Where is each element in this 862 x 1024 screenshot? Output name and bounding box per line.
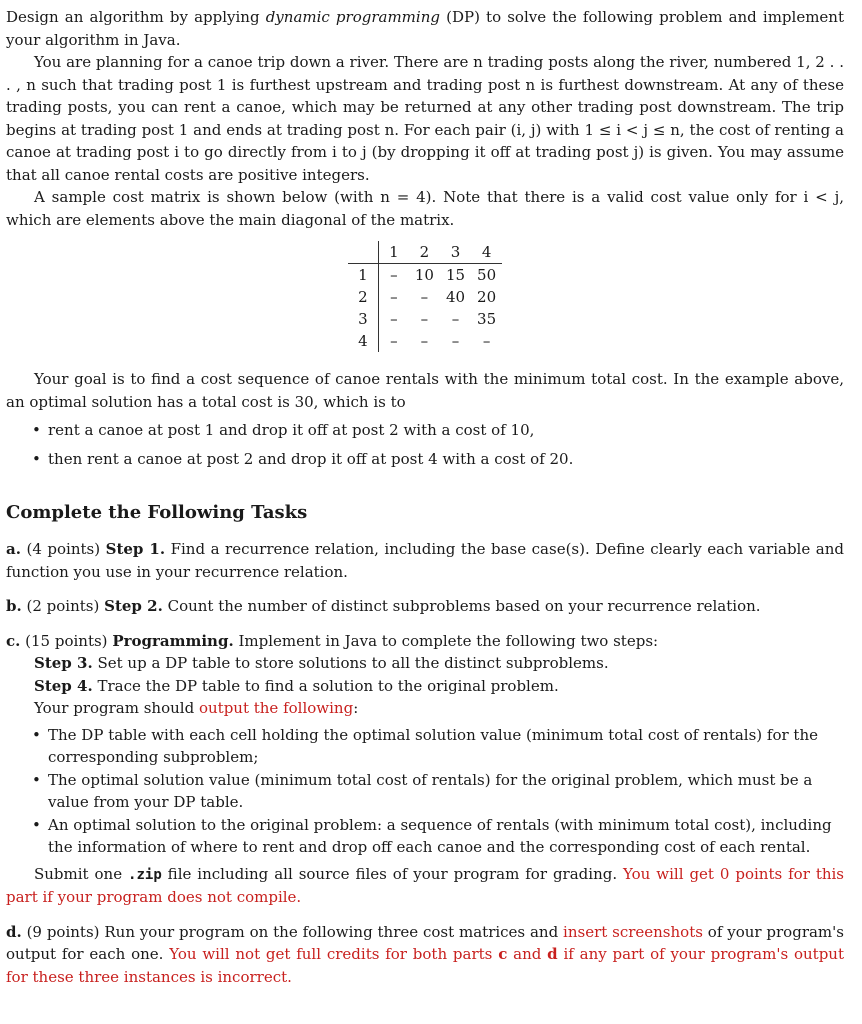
matrix-cell: –	[390, 310, 398, 328]
matrix-cell: 10	[414, 266, 434, 284]
list-item: • The DP table with each cell holding the optimal solution value (minimum total cost of rentals) for the corresponding subproblem;	[48, 724, 844, 769]
list-item: • An optimal solution to the original problem: a sequence of rentals (with minimum total cost), including the information of where to rent and drop off each canoe and the corresponding cost of each rental.	[48, 814, 844, 859]
matrix-col-header: 4	[471, 241, 502, 264]
task-c-step4: Step 4. Trace the DP table to find a solution to the original problem.	[34, 676, 559, 695]
matrix-row-label: 1	[348, 264, 379, 287]
list-item: • rent a canoe at post 1 and drop it off at post 2 with a cost of 10,	[48, 419, 844, 442]
intro-emphasis: dynamic programming	[265, 8, 440, 26]
intro-paragraph: Design an algorithm by applying dynamic programming (DP) to solve the following problem and implement your algorithm in Java.	[6, 8, 844, 49]
document-page	[6, 6, 844, 988]
task-c: c. (15 points) Programming. Implement in Java to complete the following two steps: Step 3. Set up a DP table to store solutions to all the distinct subproblems. Step 4. Trace the DP table to find a solution to the original problem. Your program should output the following: • The DP table with each cell holding the optimal solution value (minimum total cost of rentals) for the corresponding subproblem; • The optimal solution value (minimum total cost of rentals) for the original problem, which must be a value from your DP table. • An optimal solution to the original problem: a sequence of rentals (with minimum total cost), including the information of where to rent and drop off each canoe and the corresponding cost of each rental. Submit one .zip file including all source files of your program for grading. You will get 0 points for this part if your program does not compile.	[6, 630, 844, 909]
task-c-step3: Step 3. Set up a DP table to store solutions to all the distinct subproblems.	[34, 654, 609, 672]
matrix-cell: 40	[445, 288, 466, 306]
matrix-cell: –	[451, 310, 460, 328]
matrix-cell: 20	[477, 288, 497, 306]
matrix-cell: –	[451, 332, 460, 350]
list-item: • The optimal solution value (minimum total cost of rentals) for the original problem, which must be a value from your DP table.	[48, 769, 844, 814]
task-c-submit: Submit one .zip file including all source files of your program for grading. You will get 0 points for this part if your program does not compile.	[6, 864, 844, 906]
matrix-cell: –	[390, 266, 398, 284]
matrix-cell: –	[420, 332, 429, 350]
matrix-cell: 35	[477, 310, 497, 328]
list-item: • then rent a canoe at post 2 and drop it off at post 4 with a cost of 20.	[48, 448, 844, 471]
task-a: a. (4 points) Step 1. Find a recurrence relation, including the base case(s). Define clearly each variable and function you use in your recurrence relation.	[6, 540, 844, 581]
problem-paragraph: You are planning for a canoe trip down a river. There are n trading posts along the river, numbered 1, 2 . . . , n such that trading post 1 is furthest upstream and trading post n is furthest downstream. At any of these trading posts, you can rent a canoe, which may be returned at any other trading post downstream. The trip begins at trading post 1 and ends at trading post n. For each pair (i, j) with 1 ≤ i < j ≤ n, the cost of renting a canoe at trading post i to go directly from i to j (by dropping it off at trading post j) is given. You may assume that all canoe rental costs are positive integers.	[6, 53, 844, 184]
matrix-col-header: 3	[440, 241, 471, 264]
matrix-cell: 50	[477, 266, 497, 284]
matrix-col-header: 1	[378, 241, 409, 264]
matrix-cell: –	[420, 310, 429, 328]
sample-paragraph: A sample cost matrix is shown below (with n = 4). Note that there is a valid cost value only for i < j, which are elements above the main diagonal of the matrix.	[6, 188, 844, 229]
matrix-header-row	[348, 241, 502, 264]
matrix-row	[348, 308, 502, 330]
task-d: d. (9 points) Run your program on the following three cost matrices and insert screenshots of your program's output for each one. You will not get full credits for both parts c and d if any part of your program's output for these three instances is incorrect.	[6, 922, 844, 986]
matrix-cell: 15	[445, 266, 466, 284]
task-b: b. (2 points) Step 2. Count the number of distinct subproblems based on your recurrence relation.	[6, 597, 761, 615]
goal-paragraph: Your goal is to find a cost sequence of canoe rentals with the minimum total cost. In the example above, an optimal solution has a total cost is 30, which is to	[6, 370, 844, 411]
matrix-cell: –	[390, 288, 398, 306]
task-c-bullet-list	[6, 724, 844, 859]
matrix-row	[348, 330, 502, 352]
matrix-row	[348, 264, 502, 287]
tasks-heading: Complete the Following Tasks	[6, 502, 308, 523]
matrix-cell: –	[390, 332, 398, 350]
cost-matrix	[348, 241, 502, 352]
matrix-cell: –	[482, 332, 491, 350]
task-c-output-intro: Your program should output the following:	[34, 699, 359, 717]
matrix-row-label: 2	[348, 286, 379, 308]
goal-bullet-list	[6, 419, 844, 470]
matrix-cell: –	[420, 288, 429, 306]
matrix-row-label: 4	[348, 330, 379, 352]
matrix-row-label: 3	[348, 308, 379, 330]
matrix-col-header: 2	[409, 241, 440, 264]
matrix-row	[348, 286, 502, 308]
